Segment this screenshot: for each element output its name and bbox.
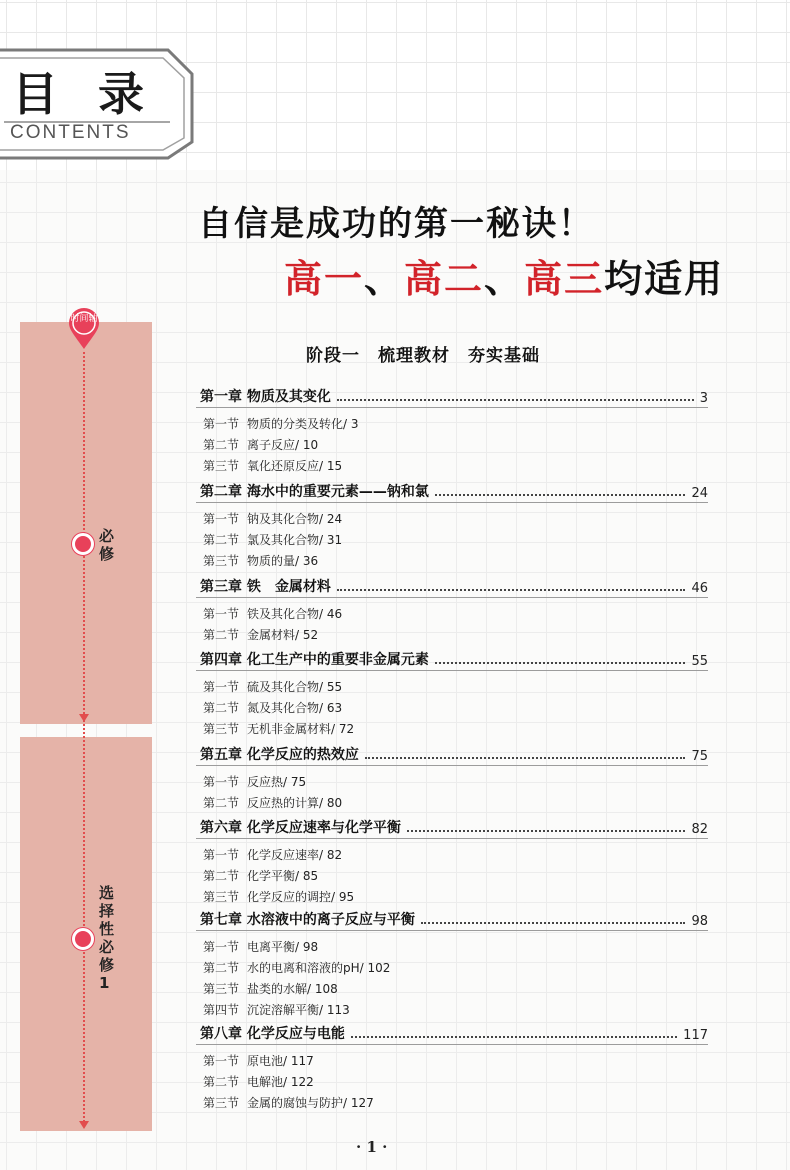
section-entry[interactable] xyxy=(203,552,318,569)
section-title: 化学反应速率/ 82 xyxy=(247,848,343,862)
timeline-label-elective: 选择性必修1 xyxy=(99,884,115,992)
chapter-divider xyxy=(196,838,708,839)
section-number: 第一节 xyxy=(203,775,240,789)
leader-dots xyxy=(337,399,694,401)
section-entry[interactable] xyxy=(203,1073,314,1090)
section-number: 第一节 xyxy=(203,940,240,954)
timeline-label-required: 必修 xyxy=(99,527,115,563)
section-title: 物质的量/ 36 xyxy=(247,554,319,568)
section-title: 反应热的计算/ 80 xyxy=(247,796,343,810)
section-number: 第一节 xyxy=(203,512,240,526)
section-number: 第二节 xyxy=(203,438,240,452)
leader-dots xyxy=(365,757,686,759)
grade-3: 高三 xyxy=(524,256,605,301)
section-title: 氮及其化合物/ 63 xyxy=(247,701,343,715)
section-title: 电解池/ 122 xyxy=(247,1075,314,1089)
chapter-page: 3 xyxy=(699,391,708,406)
timeline-line xyxy=(83,352,85,1122)
section-entry[interactable] xyxy=(203,436,318,453)
section-entry[interactable] xyxy=(203,846,342,863)
section-number: 第二节 xyxy=(203,869,240,883)
arrow-down-icon xyxy=(79,1121,89,1129)
section-entry[interactable] xyxy=(203,1001,350,1018)
section-title: 硫及其化合物/ 55 xyxy=(247,680,343,694)
chapter-entry[interactable] xyxy=(200,574,708,596)
chapter-page: 55 xyxy=(691,654,708,669)
leader-dots xyxy=(435,662,686,664)
timeline-pin-label: 时间轴 xyxy=(70,314,98,324)
timeline-dot xyxy=(72,533,94,555)
grade-1: 高一 xyxy=(284,256,365,301)
slogan-line-2 xyxy=(284,248,724,303)
chapter-title: 第四章 化工生产中的重要非金属元素 xyxy=(200,652,429,668)
section-title: 金属的腐蚀与防护/ 127 xyxy=(247,1096,374,1110)
chapter-divider xyxy=(196,597,708,598)
chapter-title: 第五章 化学反应的热效应 xyxy=(200,747,359,763)
section-title: 物质的分类及转化/ 3 xyxy=(247,417,359,431)
leader-dots xyxy=(435,494,686,496)
section-number: 第二节 xyxy=(203,628,240,642)
section-entry[interactable] xyxy=(203,605,342,622)
chapter-entry[interactable] xyxy=(200,815,708,837)
chapter-page: 24 xyxy=(691,486,708,501)
chapter-page: 46 xyxy=(691,581,708,596)
chapter-divider xyxy=(196,765,708,766)
chapter-divider xyxy=(196,670,708,671)
section-entry[interactable] xyxy=(203,888,354,905)
section-entry[interactable] xyxy=(203,1052,314,1069)
section-entry[interactable] xyxy=(203,773,306,790)
section-number: 第三节 xyxy=(203,1096,240,1110)
section-number: 第三节 xyxy=(203,982,240,996)
section-title: 化学平衡/ 85 xyxy=(247,869,319,883)
section-entry[interactable] xyxy=(203,1094,374,1111)
leader-dots xyxy=(337,589,686,591)
section-entry[interactable] xyxy=(203,867,318,884)
stage-title: 阶段一 梳理教材 夯实基础 xyxy=(306,346,540,366)
chapter-divider xyxy=(196,1044,708,1045)
page-subtitle: CONTENTS xyxy=(10,122,131,143)
section-number: 第二节 xyxy=(203,796,240,810)
section-title: 沉淀溶解平衡/ 113 xyxy=(247,1003,350,1017)
section-number: 第一节 xyxy=(203,607,240,621)
separator: 、 xyxy=(484,256,525,301)
section-entry[interactable] xyxy=(203,457,342,474)
chapter-entry[interactable] xyxy=(200,1021,708,1043)
section-title: 电离平衡/ 98 xyxy=(247,940,319,954)
section-entry[interactable] xyxy=(203,794,342,811)
slogan-line-1: 自信是成功的第一秘诀！ xyxy=(198,204,594,244)
section-title: 化学反应的调控/ 95 xyxy=(247,890,355,904)
section-number: 第二节 xyxy=(203,701,240,715)
page-number: · 1 · xyxy=(356,1138,388,1156)
section-title: 钠及其化合物/ 24 xyxy=(247,512,343,526)
section-number: 第三节 xyxy=(203,459,240,473)
leader-dots xyxy=(351,1036,677,1038)
leader-dots xyxy=(407,830,686,832)
section-entry[interactable] xyxy=(203,938,318,955)
section-title: 原电池/ 117 xyxy=(247,1054,314,1068)
section-number: 第二节 xyxy=(203,961,240,975)
section-entry[interactable] xyxy=(203,980,338,997)
leader-dots xyxy=(421,922,686,924)
chapter-page: 75 xyxy=(691,749,708,764)
chapter-divider xyxy=(196,502,708,503)
chapter-title: 第二章 海水中的重要元素——钠和氯 xyxy=(200,484,429,500)
chapter-title: 第三章 铁 金属材料 xyxy=(200,579,331,595)
chapter-entry[interactable] xyxy=(200,907,708,929)
section-number: 第三节 xyxy=(203,890,240,904)
section-number: 第一节 xyxy=(203,417,240,431)
section-entry[interactable] xyxy=(203,531,342,548)
page-title: 目 录 xyxy=(12,67,157,121)
section-entry[interactable] xyxy=(203,720,354,737)
chapter-title: 第六章 化学反应速率与化学平衡 xyxy=(200,820,401,836)
section-number: 第三节 xyxy=(203,554,240,568)
applicable-text: 均适用 xyxy=(604,256,725,301)
chapter-page: 82 xyxy=(691,822,708,837)
section-title: 氧化还原反应/ 15 xyxy=(247,459,343,473)
chapter-entry[interactable] xyxy=(200,647,708,669)
chapter-divider xyxy=(196,407,708,408)
section-title: 铁及其化合物/ 46 xyxy=(247,607,343,621)
chapter-page: 98 xyxy=(691,914,708,929)
section-entry[interactable] xyxy=(203,626,318,643)
chapter-entry[interactable] xyxy=(200,384,708,406)
chapter-entry[interactable] xyxy=(200,742,708,764)
chapter-title: 第一章 物质及其变化 xyxy=(200,389,331,405)
section-title: 金属材料/ 52 xyxy=(247,628,319,642)
chapter-title: 第七章 水溶液中的离子反应与平衡 xyxy=(200,912,415,928)
section-number: 第二节 xyxy=(203,1075,240,1089)
section-number: 第一节 xyxy=(203,1054,240,1068)
separator: 、 xyxy=(364,256,405,301)
section-number: 第二节 xyxy=(203,533,240,547)
timeline-band-required xyxy=(20,322,152,724)
chapter-title: 第八章 化学反应与电能 xyxy=(200,1026,345,1042)
section-number: 第一节 xyxy=(203,848,240,862)
section-entry[interactable] xyxy=(203,678,342,695)
section-number: 第一节 xyxy=(203,680,240,694)
grade-2: 高二 xyxy=(404,256,485,301)
arrow-down-icon xyxy=(79,714,89,722)
section-title: 氯及其化合物/ 31 xyxy=(247,533,343,547)
section-title: 水的电离和溶液的pH/ 102 xyxy=(247,961,391,975)
section-number: 第三节 xyxy=(203,722,240,736)
section-title: 离子反应/ 10 xyxy=(247,438,319,452)
section-entry[interactable] xyxy=(203,959,390,976)
section-title: 反应热/ 75 xyxy=(247,775,307,789)
section-title: 盐类的水解/ 108 xyxy=(247,982,338,996)
section-number: 第四节 xyxy=(203,1003,240,1017)
section-entry[interactable] xyxy=(203,699,342,716)
chapter-page: 117 xyxy=(683,1028,708,1043)
section-entry[interactable] xyxy=(203,510,342,527)
chapter-divider xyxy=(196,930,708,931)
chapter-entry[interactable] xyxy=(200,479,708,501)
section-entry[interactable] xyxy=(203,415,359,432)
timeline-dot xyxy=(72,928,94,950)
section-title: 无机非金属材料/ 72 xyxy=(247,722,355,736)
